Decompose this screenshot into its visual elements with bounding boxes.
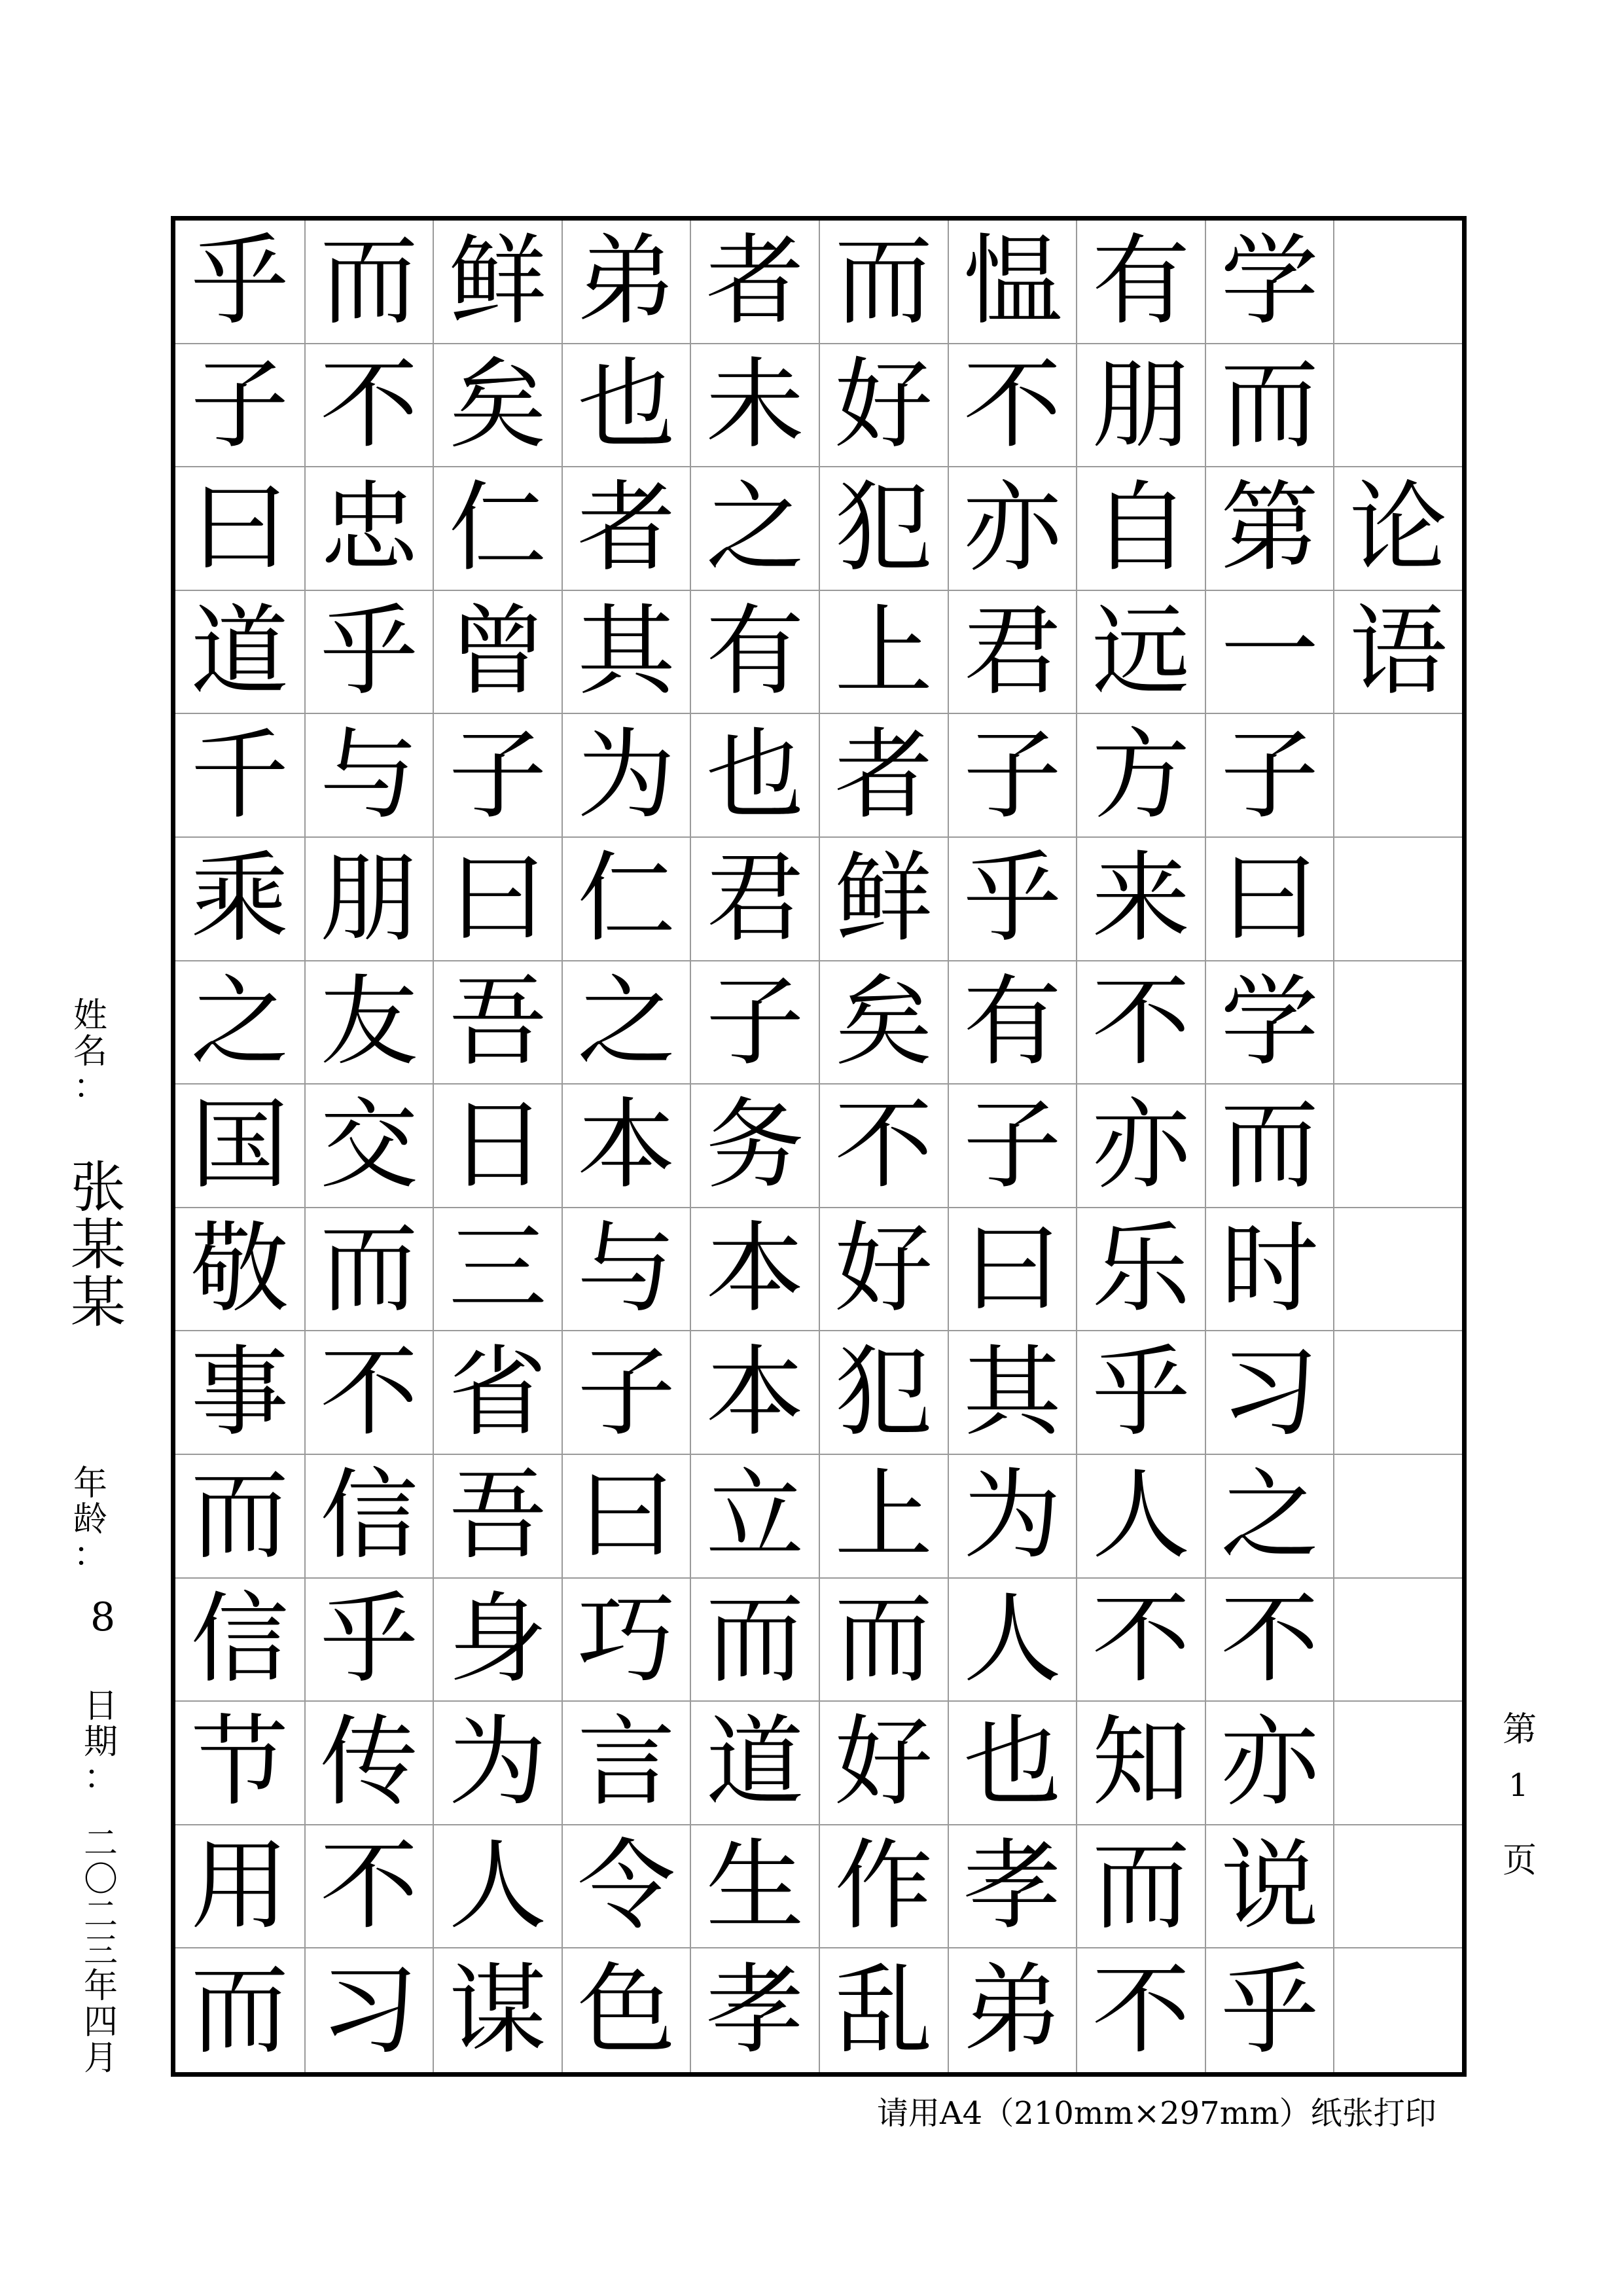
age-value [90, 1594, 116, 1640]
vertical-char: 年 [84, 1967, 118, 2007]
grid-cell: 不 [304, 344, 433, 468]
grid-cell: 好 [819, 344, 948, 468]
grid-cell: 日 [433, 1085, 562, 1208]
grid-cell: 朋 [304, 838, 433, 961]
vertical-char: 8 [90, 1594, 116, 1640]
page-label-suffix: 页 [1503, 1841, 1537, 1880]
age-label [73, 1466, 107, 1573]
grid-cell: 生 [690, 1825, 819, 1949]
grid-cell [1333, 961, 1462, 1085]
grid-cell: 务 [690, 1085, 819, 1208]
grid-cell: 交 [304, 1085, 433, 1208]
grid-cell: 乎 [1205, 1948, 1334, 2072]
grid-cell: 者 [690, 221, 819, 344]
grid-cell: 语 [1333, 591, 1462, 715]
grid-cell: 乎 [304, 591, 433, 715]
grid-cell: 鲜 [819, 838, 948, 961]
grid-cell: 君 [948, 591, 1077, 715]
grid-cell: 本 [690, 1331, 819, 1455]
grid-cell: 也 [948, 1702, 1077, 1825]
grid-cell: 乎 [1076, 1331, 1205, 1455]
vertical-char: ： [84, 1758, 118, 1798]
grid-cell: 曾 [433, 591, 562, 715]
grid-cell: 巧 [562, 1579, 690, 1702]
grid-cell: 而 [690, 1579, 819, 1702]
grid-cell: 而 [304, 1208, 433, 1332]
grid-cell: 不 [819, 1085, 948, 1208]
grid-cell [1333, 714, 1462, 838]
grid-cell: 本 [562, 1085, 690, 1208]
grid-cell: 好 [819, 1702, 948, 1825]
grid-cell: 为 [948, 1455, 1077, 1579]
grid-cell: 弟 [562, 221, 690, 344]
grid-cell: 本 [690, 1208, 819, 1332]
grid-cell: 不 [1076, 1948, 1205, 2072]
grid-cell: 仁 [562, 838, 690, 961]
vertical-char: 某 [71, 1213, 126, 1278]
grid-cell: 孝 [948, 1825, 1077, 1949]
grid-cell: 友 [304, 961, 433, 1085]
grid-cell: 也 [562, 344, 690, 468]
grid-cell: 而 [190, 1953, 289, 2068]
grid-cell: 作 [819, 1825, 948, 1949]
grid-cell: 身 [433, 1579, 562, 1702]
grid-cell: 者 [819, 714, 948, 838]
name-label [73, 998, 107, 1105]
grid-cell: 曰 [562, 1455, 690, 1579]
grid-cell: 其 [562, 591, 690, 715]
grid-cell [1333, 1825, 1462, 1949]
grid-cell: 而 [304, 221, 433, 344]
grid-cell [1333, 1948, 1462, 2072]
date-value [84, 1826, 118, 2076]
grid-cell: 乎 [304, 1579, 433, 1702]
grid-cell: 子 [948, 714, 1077, 838]
grid-cell: 亦 [948, 467, 1077, 591]
grid-cell [1333, 1208, 1462, 1332]
grid-cell: 千 [175, 714, 304, 838]
grid-cell: 犯 [819, 1331, 948, 1455]
grid-cell: 说 [1205, 1825, 1334, 1949]
vertical-char: 月 [84, 2038, 118, 2078]
grid-cell: 仁 [433, 467, 562, 591]
grid-cell: 节 [175, 1702, 304, 1825]
vertical-char: 某 [71, 1270, 126, 1335]
grid-cell: 有 [948, 961, 1077, 1085]
grid-cell: 曰 [1205, 838, 1334, 961]
grid-cell: 乱 [819, 1948, 948, 2072]
grid-cell: 道 [175, 591, 304, 715]
grid-cell: 之 [690, 467, 819, 591]
grid-cell: 用 [175, 1825, 304, 1949]
grid-cell: 子 [562, 1331, 690, 1455]
grid-cell [1333, 221, 1462, 344]
grid-cell: 而 [819, 221, 948, 344]
grid-cell: 令 [562, 1825, 690, 1949]
vertical-char: 龄 [73, 1499, 108, 1539]
grid-cell: 信 [304, 1455, 433, 1579]
grid-cell: 忠 [304, 467, 433, 591]
grid-cell: 省 [433, 1331, 562, 1455]
grid-cell: 不 [1076, 961, 1205, 1085]
grid-cell: 而 [1205, 344, 1334, 468]
grid-cell: 时 [1205, 1208, 1334, 1332]
grid-cell: 亦 [1205, 1702, 1334, 1825]
grid-cell: 有 [690, 591, 819, 715]
vertical-char: 年 [73, 1464, 108, 1503]
grid-cell: 三 [433, 1208, 562, 1332]
grid-cell: 上 [819, 591, 948, 715]
grid-cell: 道 [690, 1702, 819, 1825]
grid-cell: 不 [1205, 1579, 1334, 1702]
grid-cell: 子 [948, 1085, 1077, 1208]
grid-cell: 曰 [175, 467, 304, 591]
grid-cell: 吾 [433, 1455, 562, 1579]
grid-cell: 事 [175, 1331, 304, 1455]
grid-cell: 子 [175, 344, 304, 468]
grid-cell: 言 [562, 1702, 690, 1825]
grid-cell: 子 [1205, 714, 1334, 838]
grid-cell: 君 [690, 838, 819, 961]
grid-cell: 愠 [948, 221, 1077, 344]
grid-cell: 鲜 [433, 221, 562, 344]
vertical-char: ： [73, 1535, 108, 1575]
grid-cell: 立 [690, 1455, 819, 1579]
grid-cell [1333, 1331, 1462, 1455]
grid-cell: 远 [1076, 591, 1205, 715]
grid-cell: 知 [1076, 1702, 1205, 1825]
grid-cell: 第 [1205, 467, 1334, 591]
grid-cell: 色 [562, 1948, 690, 2072]
grid-cell: 信 [175, 1579, 304, 1702]
grid-cell: 习 [304, 1948, 433, 2072]
grid-cell [1333, 1455, 1462, 1579]
grid-cell: 人 [433, 1825, 562, 1949]
grid-cell: 方 [1076, 714, 1205, 838]
grid-cell: 其 [948, 1331, 1077, 1455]
grid-cell: 乎 [948, 838, 1077, 961]
grid-cell: 与 [304, 714, 433, 838]
vertical-char: 名 [73, 1031, 108, 1071]
grid-cell: 子 [433, 714, 562, 838]
date-label [84, 1689, 118, 1796]
grid-cell: 曰 [948, 1208, 1077, 1332]
grid-cell: 朋 [1076, 344, 1205, 468]
grid-cell [1333, 1085, 1462, 1208]
grid-cell: 曰 [433, 838, 562, 961]
grid-cell: 不 [1076, 1579, 1205, 1702]
grid-cell: 未 [690, 344, 819, 468]
grid-cell [1333, 1579, 1462, 1702]
page-label-prefix: 第 [1503, 1710, 1537, 1749]
grid-cell: 自 [1076, 467, 1205, 591]
grid-cell: 子 [690, 961, 819, 1085]
grid-cell: 不 [304, 1331, 433, 1455]
name-value [71, 1155, 126, 1335]
vertical-char: 三 [84, 1931, 118, 1971]
grid-cell [1333, 838, 1462, 961]
grid-cell: 不 [304, 1825, 433, 1949]
grid-cell: 而 [1205, 1085, 1334, 1208]
grid-cell: 习 [1205, 1331, 1334, 1455]
grid-cell: 为 [433, 1702, 562, 1825]
grid-cell: 乎 [175, 221, 304, 344]
grid-cell: 乘 [175, 838, 304, 961]
vertical-char: 期 [84, 1722, 118, 1762]
practice-grid [171, 216, 1467, 2077]
vertical-char: 日 [84, 1687, 118, 1726]
grid-cell: 论 [1333, 467, 1462, 591]
grid-cell: 敬 [175, 1208, 304, 1332]
grid-cell [1333, 344, 1462, 468]
vertical-char: 四 [84, 2002, 118, 2042]
grid-cell: 而 [819, 1579, 948, 1702]
grid-cell: 人 [948, 1579, 1077, 1702]
print-note: 请用A4（210mm×297mm）纸张打印 [877, 2095, 1436, 2132]
vertical-char: 张 [71, 1155, 126, 1219]
grid-cell: 而 [1076, 1825, 1205, 1949]
grid-cell: 上 [819, 1455, 948, 1579]
grid-cell: 来 [1076, 838, 1205, 961]
grid-cell: 之 [562, 961, 690, 1085]
grid-cell: 而 [175, 1455, 304, 1579]
vertical-char: 二 [84, 1824, 118, 1863]
grid-cell: 弟 [948, 1948, 1077, 2072]
grid-cell [1333, 1702, 1462, 1825]
grid-cell: 者 [562, 467, 690, 591]
grid-cell: 亦 [1076, 1085, 1205, 1208]
grid-cell: 有 [1076, 221, 1205, 344]
grid-cell: 人 [1076, 1455, 1205, 1579]
grid-cell: 学 [1205, 221, 1334, 344]
grid-cell: 学 [1205, 961, 1334, 1085]
grid-cell: 不 [948, 344, 1077, 468]
vertical-char: 〇 [84, 1859, 118, 1899]
grid-cell: 好 [819, 1208, 948, 1332]
grid-cell: 乐 [1076, 1208, 1205, 1332]
grid-cell: 与 [562, 1208, 690, 1332]
grid-cell: 传 [304, 1702, 433, 1825]
vertical-char: ： [73, 1067, 108, 1107]
grid-cell: 犯 [819, 467, 948, 591]
grid-cell: 为 [562, 714, 690, 838]
grid-cell: 谋 [433, 1948, 562, 2072]
vertical-char: 姓 [73, 996, 108, 1035]
grid-cell: 一 [1205, 591, 1334, 715]
grid-cell: 孝 [690, 1948, 819, 2072]
grid-cell: 之 [175, 961, 304, 1085]
vertical-char: 二 [84, 1895, 118, 1935]
grid-cell: 也 [690, 714, 819, 838]
grid-cell: 矣 [433, 344, 562, 468]
grid-cell: 国 [175, 1085, 304, 1208]
grid-cell: 吾 [433, 961, 562, 1085]
page-number: 1 [1508, 1767, 1529, 1804]
grid-cell: 矣 [819, 961, 948, 1085]
grid-cell: 之 [1205, 1455, 1334, 1579]
